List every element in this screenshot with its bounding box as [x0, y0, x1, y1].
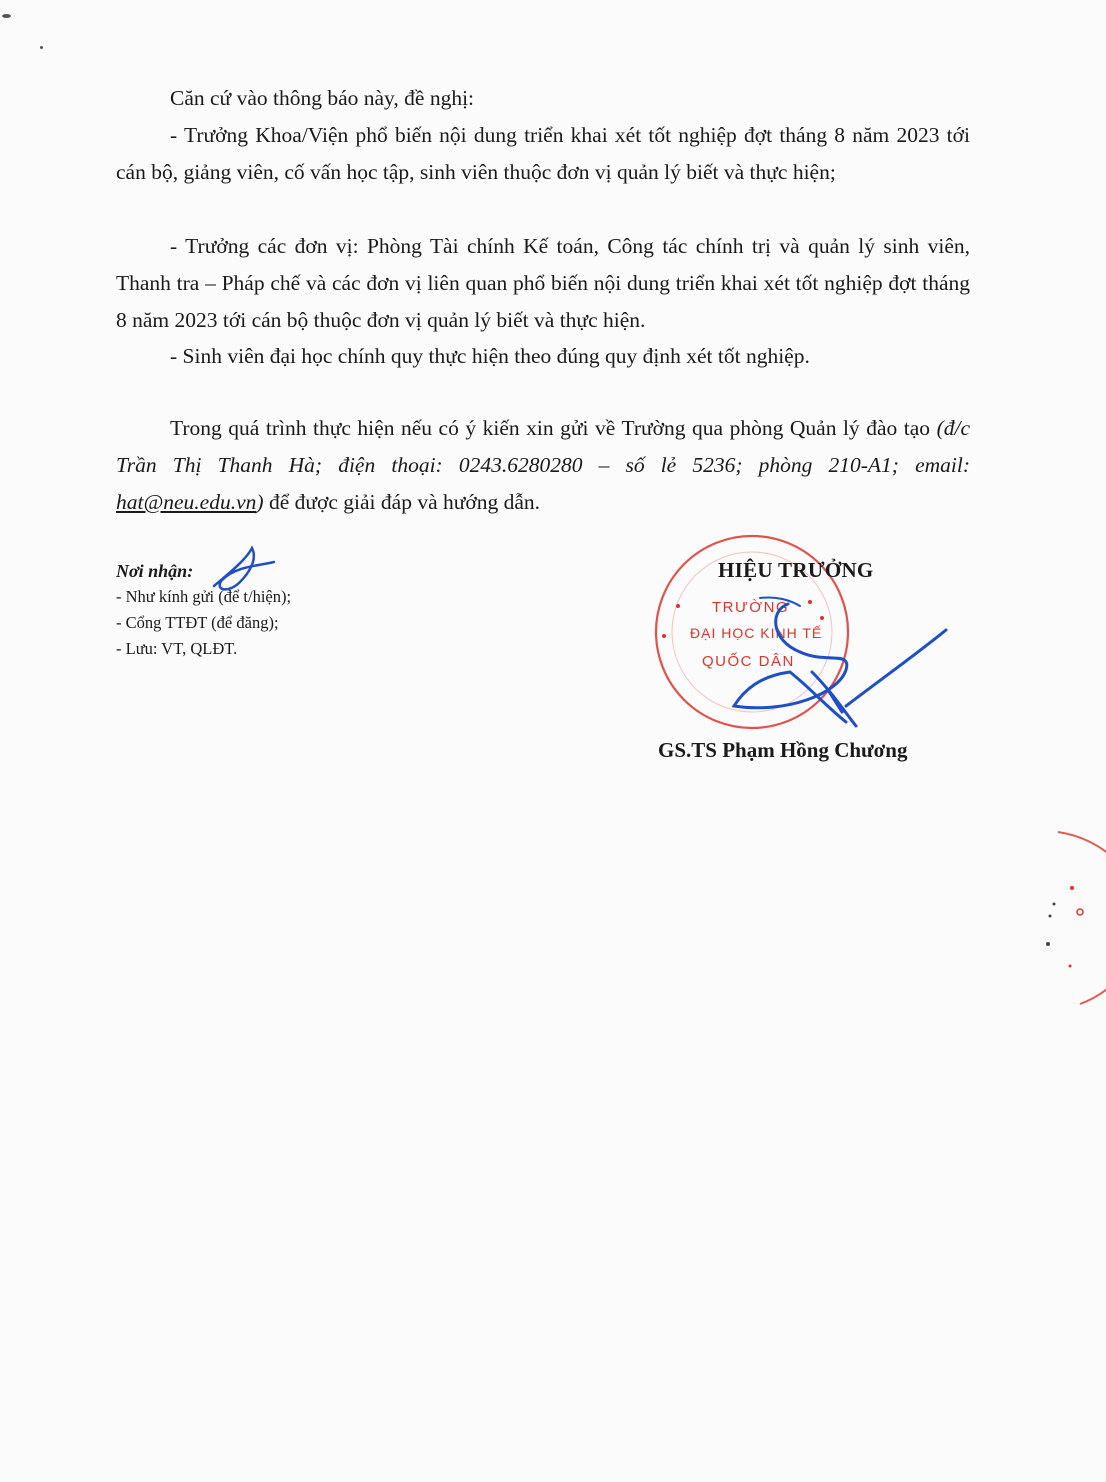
- item-1-text: - Trưởng Khoa/Viện phổ biến nội dung triển khai xét tốt nghiệp đợt tháng 8 năm 2023 tới cán bộ, giảng viên, cố vấn học tập, sinh viên thuộc đơn vị quản lý biết và thực hiện;: [116, 123, 970, 184]
- recipient-item: - Như kính gửi (để t/hiện);: [116, 587, 292, 606]
- stamp-line-2: ĐẠI HỌC KINH TẾ: [690, 625, 823, 641]
- recipient-item: - Cổng TTĐT (để đăng);: [116, 613, 279, 632]
- stamp-line-1: TRƯỜNG: [712, 599, 790, 616]
- recipients-heading: Nơi nhận:: [116, 561, 194, 581]
- intro-text: Căn cứ vào thông báo này, đề nghị:: [170, 86, 475, 110]
- item-3-text: - Sinh viên đại học chính quy thực hiện theo đúng quy định xét tốt nghiệp.: [170, 344, 810, 368]
- stamp-line-3: QUỐC DÂN: [702, 653, 795, 670]
- item-2-text: - Trưởng các đơn vị: Phòng Tài chính Kế toán, Công tác chính trị và quản lý sinh viên, Thanh tra – Pháp chế và các đơn vị liên quan phổ biến nội dung triển khai xét tốt nghiệp đợt tháng 8 năm 2023 tới cán bộ thuộc đơn vị quản lý biết và thực hiện.: [116, 234, 970, 332]
- signatory-name: GS.TS Phạm Hồng Chương: [658, 738, 908, 762]
- contact-detail-text: (đ/c Trần Thị Thanh Hà; điện thoại: 0243.6280280 – số lẻ 5236; phòng 210-A1; email:: [116, 416, 970, 477]
- recipient-item: - Lưu: VT, QLĐT.: [116, 639, 238, 658]
- signature-title: HIỆU TRƯỞNG: [718, 558, 874, 582]
- contact-close-paren: ): [256, 490, 264, 514]
- contact-email-link[interactable]: hat@neu.edu.vn: [116, 490, 257, 514]
- contact-lead-text: Trong quá trình thực hiện nếu có ý kiến xin gửi về Trường qua phòng Quản lý đào tạo: [170, 416, 937, 440]
- contact-tail-text: để được giải đáp và hướng dẫn.: [263, 490, 541, 514]
